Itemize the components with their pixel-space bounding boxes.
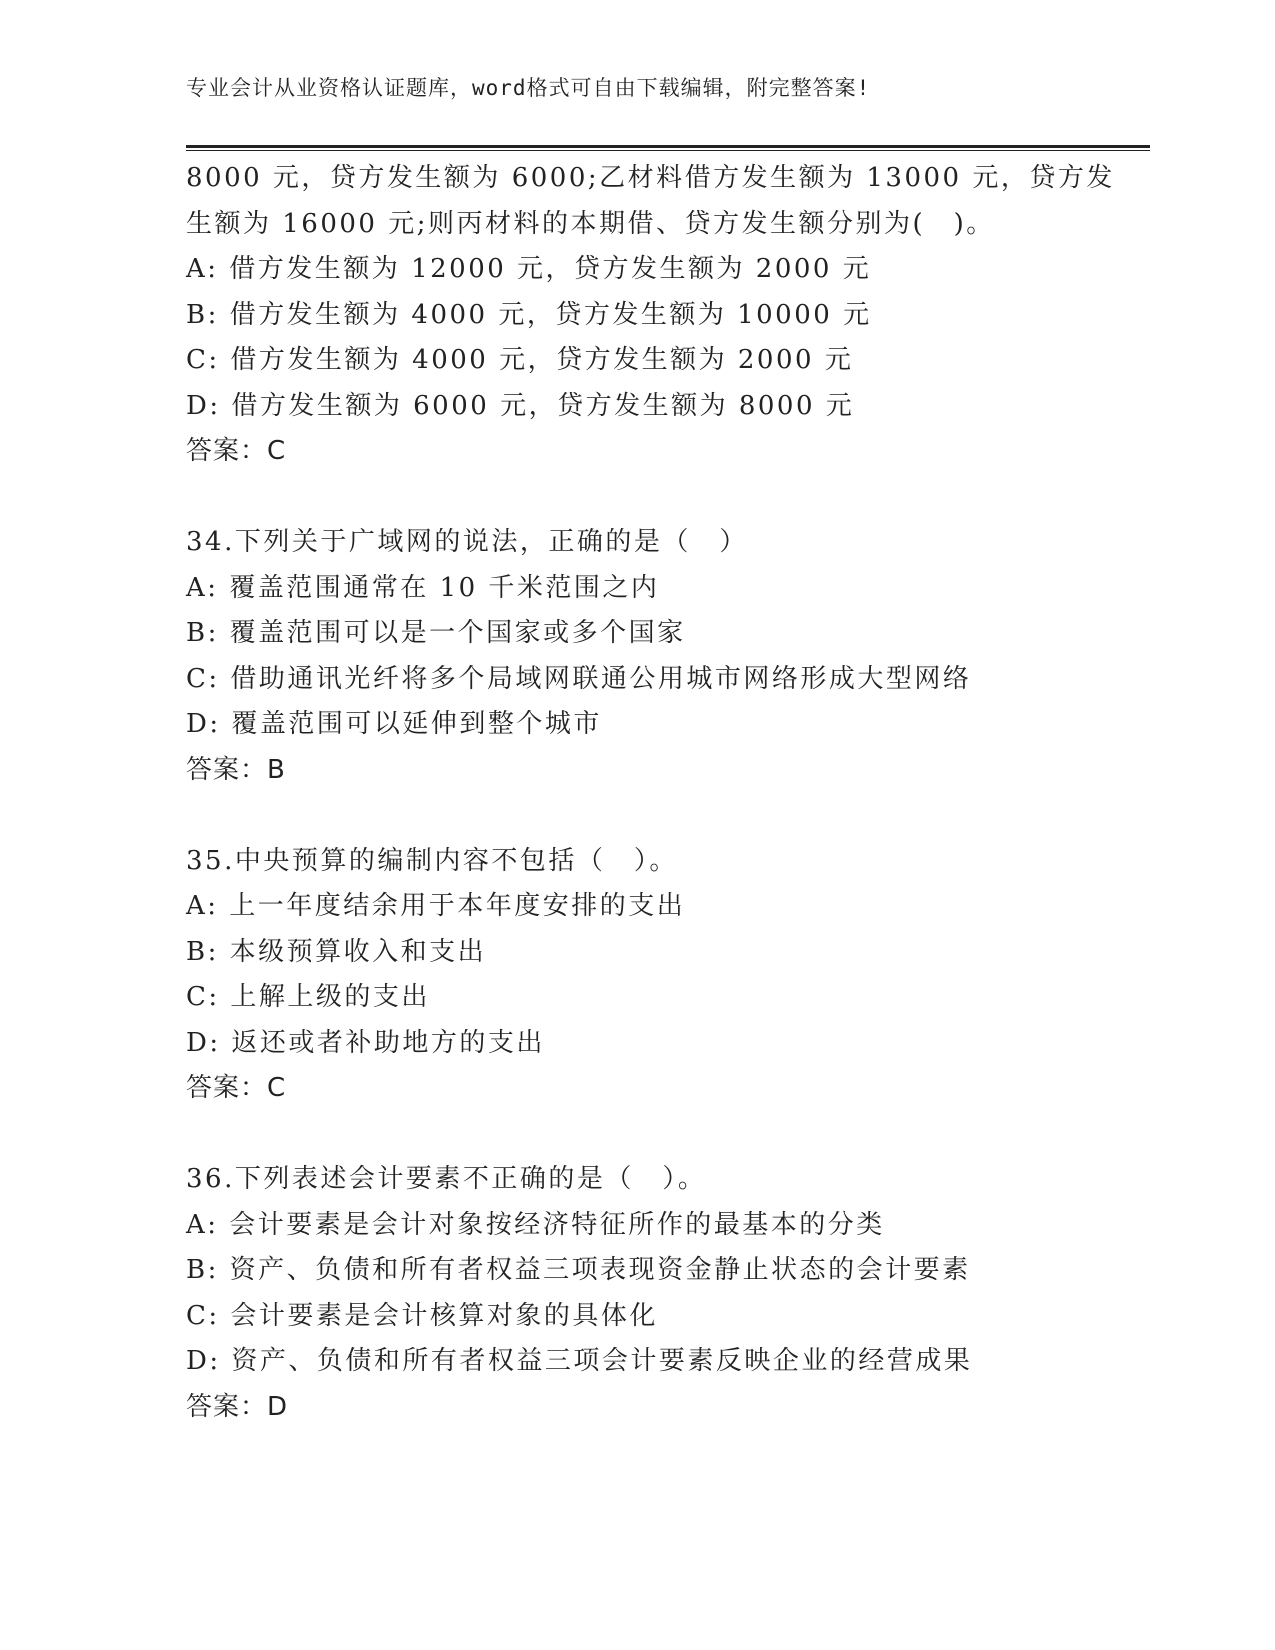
option-c: C: 上解上级的支出 <box>186 982 430 1012</box>
option-d: D: 覆盖范围可以延伸到整个城市 <box>186 709 602 739</box>
question-34 <box>186 520 1150 793</box>
option-c: C: 会计要素是会计核算对象的具体化 <box>186 1300 658 1331</box>
question-33 <box>186 156 1150 475</box>
option-a: A: 上一年度结余用于本年度安排的支出 <box>186 891 686 921</box>
option-d: D: 返还或者补助地方的支出 <box>186 1027 545 1058</box>
question-text: 34.下列关于广域网的说法，正确的是（ ） <box>186 527 748 557</box>
page-header: 专业会计从业资格认证题库，word格式可自由下载编辑，附完整答案! <box>186 76 871 100</box>
header-divider <box>186 145 1150 151</box>
option-b: B: 覆盖范围可以是一个国家或多个国家 <box>186 618 686 648</box>
option-a: A: 会计要素是会计对象按经济特征所作的最基本的分类 <box>186 1209 885 1240</box>
answer: 答案：B <box>186 754 286 785</box>
option-a: A: 借方发生额为 12000 元，贷方发生额为 2000 元 <box>186 254 872 284</box>
option-c: C: 借方发生额为 4000 元，贷方发生额为 2000 元 <box>186 345 854 375</box>
option-b: B: 借方发生额为 4000 元，贷方发生额为 10000 元 <box>186 299 872 330</box>
answer: 答案：C <box>186 1073 287 1103</box>
question-text-line-1: 8000 元，贷方发生额为 6000;乙材料借方发生额为 13000 元，贷方发 <box>186 163 1115 193</box>
answer: 答案：D <box>186 1391 289 1422</box>
question-text: 36.下列表述会计要素不正确的是（ ）。 <box>186 1164 707 1194</box>
answer: 答案：C <box>186 436 287 466</box>
question-36 <box>186 1157 1150 1430</box>
question-35 <box>186 839 1150 1112</box>
option-b: B: 资产、负债和所有者权益三项表现资金静止状态的会计要素 <box>186 1255 971 1285</box>
option-b: B: 本级预算收入和支出 <box>186 936 487 967</box>
document-body <box>186 156 1150 1430</box>
question-text: 35.中央预算的编制内容不包括（ ）。 <box>186 845 678 876</box>
spacer <box>186 1112 1150 1158</box>
spacer <box>186 475 1150 521</box>
question-text-line-2: 生额为 16000 元;则丙材料的本期借、贷方发生额分别为( )。 <box>186 208 995 239</box>
option-c: C: 借助通讯光纤将多个局域网联通公用城市网络形成大型网络 <box>186 663 972 694</box>
option-d: D: 借方发生额为 6000 元，贷方发生额为 8000 元 <box>186 390 855 421</box>
spacer <box>186 793 1150 839</box>
option-a: A: 覆盖范围通常在 10 千米范围之内 <box>186 572 660 603</box>
option-d: D: 资产、负债和所有者权益三项会计要素反映企业的经营成果 <box>186 1346 973 1376</box>
